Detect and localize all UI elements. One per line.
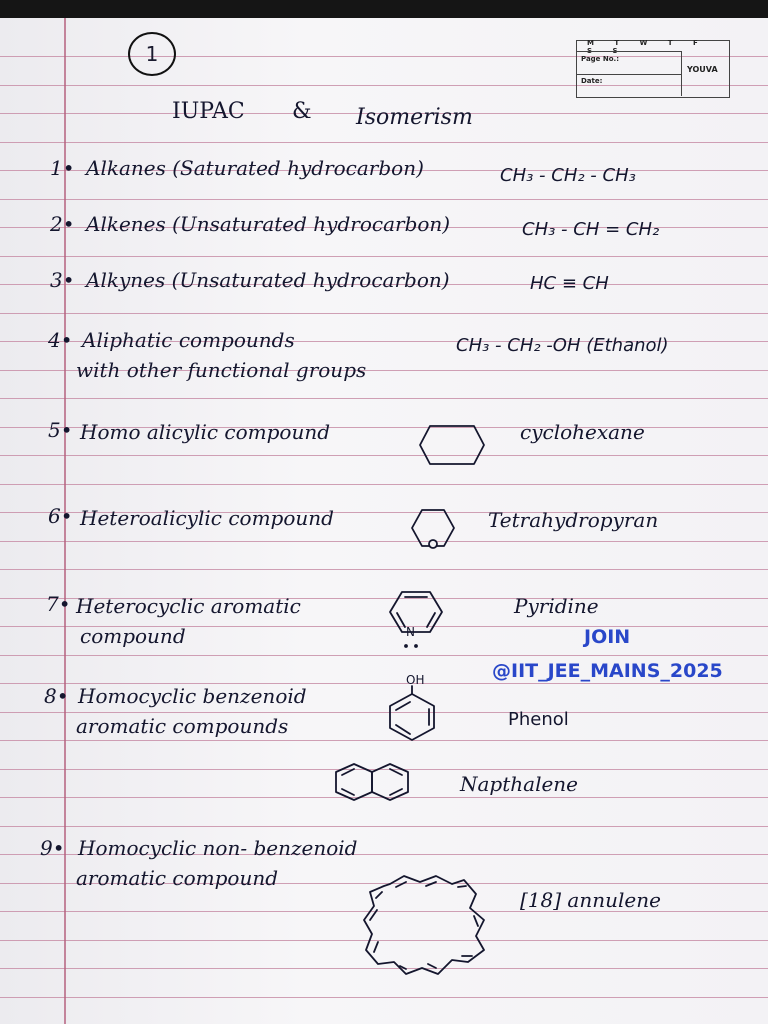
entry-1-example: CH₃ - CH₂ - CH₃ (500, 165, 636, 186)
entry-8-text: Homocyclic benzenoid (78, 684, 307, 708)
entry-4-text: Aliphatic compounds (82, 328, 295, 352)
ruled-line (0, 142, 768, 143)
entry-8-text-line2: aromatic compounds (76, 714, 289, 738)
ruled-line (0, 655, 768, 656)
page-stamp (576, 40, 730, 98)
ruled-line (0, 997, 768, 998)
entry-1-text: Alkanes (Saturated hydrocarbon) (86, 156, 424, 180)
entry-7-text-line2: compound (80, 624, 186, 648)
ruled-line (0, 541, 768, 542)
phenol-structure-icon (380, 672, 442, 742)
watermark-handle: @IIT_JEE_MAINS_2025 (492, 660, 723, 682)
photo-edge-band (0, 0, 768, 18)
entry-8-example-phenol: Phenol (508, 709, 569, 730)
title-ampersand: & (292, 99, 312, 124)
entry-3-number: 3• (50, 268, 75, 292)
entry-2-text: Alkenes (Unsaturated hydrocarbon) (86, 212, 451, 236)
ruled-line (0, 256, 768, 257)
entry-9-text-line2: aromatic compound (76, 866, 279, 890)
watermark-join: JOIN (584, 626, 631, 648)
stamp-brand: YOUVA (687, 65, 718, 74)
entry-5-example: cyclohexane (520, 420, 645, 444)
ruled-line (0, 199, 768, 200)
tetrahydropyran-structure-icon (408, 506, 456, 554)
stamp-page-no-label: Page No.: (581, 55, 619, 63)
entry-9-text: Homocyclic non- benzenoid (78, 836, 358, 860)
entry-6-text: Heteroalicylic compound (80, 506, 334, 530)
annulene-structure-icon (360, 872, 490, 978)
entry-3-text: Alkynes (Unsaturated hydrocarbon) (86, 268, 450, 292)
pyridine-structure-icon (388, 586, 444, 650)
ruled-line (0, 455, 768, 456)
pyridine-nitrogen-label: N (406, 625, 415, 639)
ruled-line (0, 398, 768, 399)
entry-7-example: Pyridine (514, 594, 599, 618)
entry-4-number: 4• (48, 328, 73, 352)
entry-2-example: CH₃ - CH = CH₂ (522, 219, 660, 240)
entry-5-text: Homo alicylic compound (80, 420, 331, 444)
entry-4-example: CH₃ - CH₂ -OH (Ethanol) (456, 335, 669, 356)
entry-2-number: 2• (50, 212, 75, 236)
ruled-line (0, 826, 768, 827)
entry-7-text: Heterocyclic aromatic (76, 594, 301, 618)
cyclohexane-structure-icon (418, 424, 486, 466)
entry-1-number: 1• (50, 156, 75, 180)
napthalene-structure-icon (334, 762, 410, 802)
entry-6-number: 6• (48, 504, 73, 528)
entry-8-example-napthalene: Napthalene (460, 772, 579, 796)
entry-7-number: 7• (46, 592, 71, 616)
phenol-oh-label: OH (406, 673, 425, 687)
entry-4-text-line2: with other functional groups (76, 358, 367, 382)
entry-6-example: Tetrahydropyran (488, 508, 659, 532)
entry-8-number: 8• (44, 684, 69, 708)
ruled-line (0, 569, 768, 570)
entry-5-number: 5• (48, 418, 73, 442)
ruled-line (0, 313, 768, 314)
entry-9-example: [18] annulene (520, 888, 661, 912)
title-isomerism: Isomerism (356, 105, 473, 130)
title-iupac: IUPAC (172, 99, 245, 124)
stamp-days: M T W T F S S (587, 39, 707, 55)
ruled-line (0, 484, 768, 485)
stamp-date-label: Date: (581, 77, 603, 85)
entry-3-example: HC ≡ CH (530, 273, 609, 294)
entry-9-number: 9• (40, 836, 65, 860)
page-number: 1 (128, 32, 176, 76)
